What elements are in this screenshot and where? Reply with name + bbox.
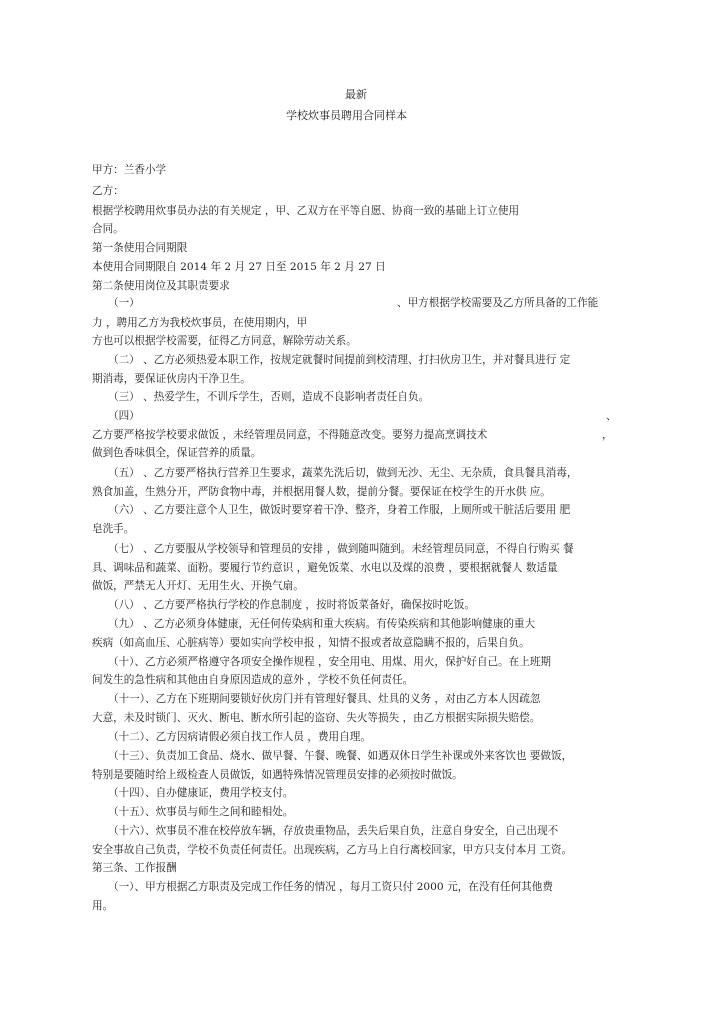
paragraph-line: 合同。	[92, 223, 124, 235]
paragraph-line: （十一）、乙方在下班期间要锁好伙房门并有管理好餐具、灶具的义务 ，对由乙方本人因疏忽	[108, 693, 541, 705]
section-heading: 第二条使用岗位及其职责要求	[92, 280, 230, 292]
paragraph-line: 安全事故自己负责，学校不负责任何责任。出现疾病，乙方马上自行离校回家，甲方只支付本月 工资。	[92, 844, 573, 856]
clause-number: （四）	[108, 410, 140, 422]
paragraph-line: 特别是要随时给上级检查人员做饭，如遇特殊情况管理员安排的必须按时做饭。	[92, 769, 463, 781]
section-heading: 第三条、工作报酬	[92, 862, 177, 874]
paragraph-line: 、	[606, 410, 617, 422]
paragraph-line: （五） 、乙方要严格执行营养卫生要求，蔬菜先洗后切，做到无沙、无尘、无杂质，食具餐具消毒，	[108, 467, 578, 479]
paragraph-line: （八） 、乙方要严格执行学校的作息制度 ，按时将饭菜备好，确保按时吃饭。	[108, 599, 475, 611]
paragraph-line: （七） 、乙方要服从学校领导和管理员的安排 ，做到随叫随到。未经管理员同意，不得自行购买 餐	[108, 543, 574, 555]
document-heading: 最新	[345, 88, 367, 101]
paragraph-line: （十四）、自办健康证，费用学校支付。	[108, 787, 294, 799]
party-a-line: 甲方：兰香小学	[92, 164, 167, 176]
paragraph-line: 做饭，严禁无人开灯、无用生火、开换气扇。	[92, 580, 304, 592]
paragraph-line: 皂洗手。	[92, 523, 135, 535]
paragraph-line: 乙方要严格按学校要求做饭 ，未经管理员同意，不得随意改变。要努力提高烹调技术	[92, 429, 488, 441]
party-b-line: 乙方：	[92, 185, 124, 197]
paragraph-line: 根据学校聘用炊事员办法的有关规定 ，甲、乙双方在平等自愿、协商一致的基础上订立使用	[92, 205, 520, 217]
paragraph-line: （十三）、负责加工食品、烧水、做早餐、午餐、晚餐、如遇双休日学生补课或外来客饮也 要做饭，	[108, 750, 573, 762]
paragraph-line: （十）、乙方必须严格遵守各项安全操作规程 ，安全用电、用煤、用火，保护好自己。在上班期	[108, 656, 552, 668]
paragraph-line: 、甲方根据学校需要及乙方所具备的工作能	[397, 297, 599, 309]
paragraph-line: （一）、甲方根据乙方职责及完成工作任务的情况 ，每月工资只付 2000 元，在没有任何其他费	[108, 881, 553, 893]
paragraph-line: （六） 、乙方要注意个人卫生，做饭时要穿着干净、整齐，身着工作服，上厕所或干脏活后要用 肥	[108, 504, 571, 516]
paragraph-line: （十五）、炊事员与师生之间和睦相处。	[108, 806, 294, 818]
paragraph-line: （三） 、热爱学生，不训斥学生，否则，造成不良影响者责任自负。	[108, 391, 430, 403]
paragraph-line: 具、调味品和蔬菜、面粉。要履行节约意识 ，避免饭菜、水电以及煤的浪费 ，要根据就餐人 数适量	[92, 562, 558, 574]
paragraph-line: 方也可以根据学校需要，征得乙方同意，解除劳动关系。	[92, 335, 357, 347]
document-title: 学校炊事员聘用合同样本	[286, 109, 407, 122]
section-heading: 第一条使用合同期限	[92, 242, 188, 254]
paragraph-line: 疾病（如高血压、心脏病等）要如实向学校申报 ，知情不报或者故意隐瞒不报的，后果自负。	[92, 637, 530, 649]
paragraph-line: 做到色香味俱全，保证营养的质量。	[92, 447, 262, 459]
clause-number: （一）	[108, 297, 140, 309]
paragraph-line: 力 ，聘用乙方为我校炊事员，在使用期内，甲	[92, 317, 308, 329]
paragraph-line: 用。	[92, 900, 114, 912]
paragraph-line: ，	[602, 429, 613, 441]
paragraph-line: 间发生的急性病和其他由自身原因造成的意外 ，学校不负任何责任。	[92, 674, 414, 686]
paragraph-line: 本使用合同期限自 2014 年 2 月 27 日至 2015 年 2 月 27 日	[92, 261, 386, 273]
paragraph-line: 熟食加盖，生熟分开，严防食物中毒，并根据用餐人数，提前分餐。要保证在校学生的开水供 应。	[92, 486, 551, 498]
paragraph-line: （十六）、炊事员不准在校停放车辆，存放贵重物品，丢失后果自负，注意自身安全，自己出现不	[108, 825, 559, 837]
paragraph-line: 期消毒，要保证伙房内干净卫生。	[92, 373, 251, 385]
paragraph-line: （十二）、乙方因病请假必须自找工作人员 ，费用自理。	[108, 731, 371, 743]
paragraph-line: 大意，未及时锁门、灭火、断电、断水所引起的盗窃、失火等损失 ，由乙方根据实际损失赔偿。	[92, 712, 541, 724]
paragraph-line: （九） 、乙方必须身体健康，无任何传染病和重大疾病。有传染疾病和其他影响健康的重大	[108, 618, 536, 630]
paragraph-line: （二） 、乙方必须热爱本职工作，按规定就餐时间提前到校清理、打扫伙房卫生，并对餐具进行 定	[108, 354, 571, 366]
